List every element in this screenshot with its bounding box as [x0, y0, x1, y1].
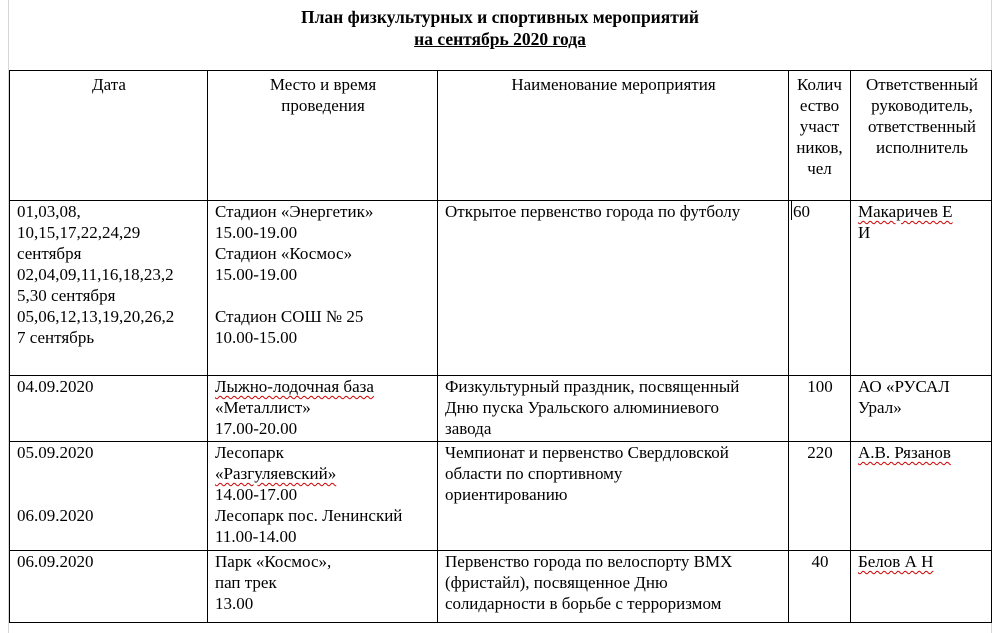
row-4-date — [10, 551, 208, 623]
row-2-date — [10, 376, 208, 442]
row-4-event — [438, 551, 789, 623]
date-line: сентября — [17, 244, 82, 263]
date-line: 06.09.2020 — [17, 506, 94, 525]
event-line: Открытое первенство города по футболу — [445, 202, 741, 221]
date-line: 05,06,12,13,19,20,26,2 — [17, 307, 175, 326]
row-1-responsible — [851, 201, 992, 376]
row-4-responsible — [851, 551, 992, 623]
header-event: Наименование мероприятия — [438, 71, 789, 201]
date-line: 06.09.2020 — [17, 552, 94, 571]
place-line: Парк «Космос», — [215, 552, 332, 571]
date-line: 04.09.2020 — [17, 377, 94, 396]
place-line: Стадион СОШ № 25 — [215, 307, 364, 326]
row-1-event — [438, 201, 789, 376]
row-3-place — [208, 442, 438, 551]
spacer — [17, 463, 201, 484]
table-row — [10, 551, 992, 623]
header-date: Дата — [10, 71, 208, 201]
event-line: Первенство города по велоспорту BMX — [445, 552, 733, 571]
place-line: 14.00-17.00 — [215, 485, 298, 504]
place-line: Стадион «Энергетик» — [215, 202, 374, 221]
date-line: 02,04,09,11,16,18,23,2 — [17, 265, 174, 284]
place-line: 15.00-19.00 — [215, 223, 298, 242]
responsible-line: Урал» — [858, 398, 902, 417]
title-line-1: План физкультурных и спортивных мероприятий — [301, 7, 699, 27]
text-cursor — [791, 201, 792, 220]
row-4-place — [208, 551, 438, 623]
date-line: 01,03,08, — [17, 202, 81, 221]
header-count — [789, 71, 851, 201]
event-line: ориентированию — [445, 485, 568, 504]
table-row — [10, 201, 992, 376]
document-title — [9, 0, 991, 70]
place-line: Лесопарк пос. Ленинский — [215, 506, 403, 525]
place-line: 10.00-15.00 — [215, 328, 298, 347]
place-line: Лесопарк — [215, 443, 284, 462]
table-row — [10, 442, 992, 551]
events-table — [9, 70, 992, 623]
responsible-line: А.В. Рязанов — [858, 443, 951, 462]
count-value: 60 — [793, 202, 810, 221]
place-line: Лыжно-лодочная база — [215, 377, 374, 396]
place-line: 11.00-14.00 — [215, 527, 297, 546]
event-line: завода — [445, 419, 492, 438]
date-line: 7 сентябрь — [17, 328, 95, 347]
row-4-count: 40 — [789, 551, 851, 623]
header-count-text: Количество участников, чел — [796, 75, 843, 178]
header-responsible — [851, 71, 992, 201]
spacer — [215, 285, 431, 306]
header-place-text: Место и время проведения — [269, 75, 377, 115]
row-3-date — [10, 442, 208, 551]
place-line: Стадион «Космос» — [215, 244, 353, 263]
place-line: 17.00-20.00 — [215, 419, 298, 438]
row-1-date — [10, 201, 208, 376]
row-2-responsible — [851, 376, 992, 442]
event-line: солидарности в борьбе с терроризмом — [445, 594, 722, 613]
responsible-line: АО «РУСАЛ — [858, 377, 950, 396]
table-row — [10, 376, 992, 442]
place-line: «Металлист» — [215, 398, 311, 417]
row-2-place — [208, 376, 438, 442]
responsible-line: Макаричев Е — [858, 202, 953, 221]
row-1-place — [208, 201, 438, 376]
spacer — [17, 484, 201, 505]
row-2-count: 100 — [789, 376, 851, 442]
place-line: «Разгуляевский» — [215, 464, 337, 483]
row-3-event — [438, 442, 789, 551]
event-line: Чемпионат и первенство Свердловской — [445, 443, 729, 462]
place-line: пап трек — [215, 573, 277, 592]
row-1-count — [789, 201, 851, 376]
responsible-line: Белов А Н — [858, 552, 934, 571]
table-header-row — [10, 71, 992, 201]
place-line: 15.00-19.00 — [215, 265, 298, 284]
event-line: Физкультурный праздник, посвященный — [445, 377, 740, 396]
header-place — [208, 71, 438, 201]
responsible-line: И — [858, 223, 871, 242]
row-3-count: 220 — [789, 442, 851, 551]
event-line: (фристайл), посвященное Дню — [445, 573, 668, 592]
date-line: 5,30 сентября — [17, 286, 116, 305]
row-2-event — [438, 376, 789, 442]
date-line: 05.09.2020 — [17, 443, 94, 462]
title-line-2: на сентябрь 2020 года — [414, 29, 586, 49]
date-line: 10,15,17,22,24,29 — [17, 223, 141, 242]
place-line: 13.00 — [215, 594, 254, 613]
row-3-responsible — [851, 442, 992, 551]
header-responsible-text: Ответственный руководитель, ответственный исполнитель — [866, 75, 978, 157]
event-line: области по спортивному — [445, 464, 623, 483]
event-line: Дню пуска Уральского алюминиевого — [445, 398, 720, 417]
